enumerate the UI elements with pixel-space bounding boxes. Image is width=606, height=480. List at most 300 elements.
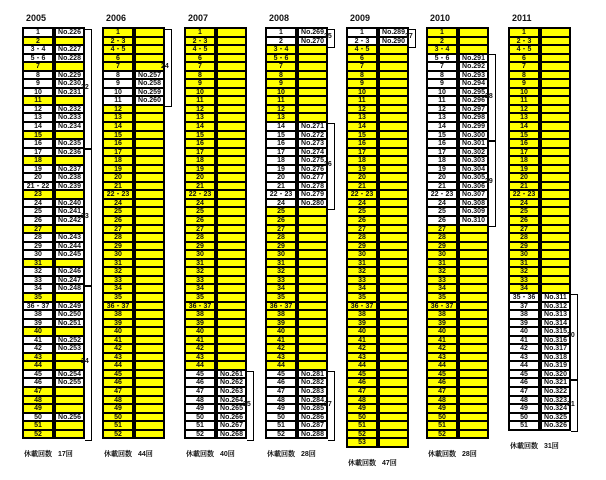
issue-number-cell: 29 xyxy=(509,242,539,251)
chapter-number-cell xyxy=(541,113,570,122)
chapter-number-cell: No.303 xyxy=(459,156,488,165)
chapter-number-cell: No.242 xyxy=(55,216,84,225)
chapter-number-cell: No.293 xyxy=(459,71,488,80)
table-row xyxy=(509,336,570,345)
table-row xyxy=(347,438,408,447)
issue-number-cell: 36・37 xyxy=(347,302,377,311)
table-row xyxy=(347,267,408,276)
table-row xyxy=(103,370,164,379)
issue-number-cell: 8 xyxy=(185,71,215,80)
issue-number-cell: 17 xyxy=(509,148,539,157)
issue-number-cell: 24 xyxy=(266,199,296,208)
chapter-number-cell: No.318 xyxy=(541,353,570,362)
volume-number-label: 24 xyxy=(161,62,169,70)
table-row xyxy=(427,370,488,379)
chapter-number-cell xyxy=(217,139,246,148)
chapter-number-cell: No.238 xyxy=(55,173,84,182)
chapter-number-cell xyxy=(379,105,408,114)
issue-number-cell: 18 xyxy=(266,156,296,165)
table-row xyxy=(509,131,570,140)
chapter-number-cell xyxy=(459,267,488,276)
issue-number-cell: 24 xyxy=(427,199,457,208)
table-row xyxy=(266,276,327,285)
chapter-number-cell xyxy=(135,404,164,413)
table-row xyxy=(509,165,570,174)
issue-table xyxy=(265,27,328,439)
issue-number-cell: 18 xyxy=(185,156,215,165)
chapter-number-cell xyxy=(541,225,570,234)
hiatus-count xyxy=(510,441,565,451)
table-row xyxy=(185,344,246,353)
chapter-number-cell xyxy=(135,182,164,191)
chapter-number-cell xyxy=(298,259,327,268)
issue-number-cell: 31 xyxy=(103,259,133,268)
issue-number-cell: 32 xyxy=(185,267,215,276)
table-row xyxy=(185,54,246,63)
table-row xyxy=(427,327,488,336)
issue-number-cell: 29 xyxy=(347,242,377,251)
chapter-number-cell: No.243 xyxy=(55,233,84,242)
issue-number-cell: 43 xyxy=(103,353,133,362)
year-heading: 2009 xyxy=(350,13,371,23)
table-row xyxy=(23,173,84,182)
table-row xyxy=(266,79,327,88)
table-row xyxy=(23,105,84,114)
chapter-number-cell xyxy=(298,302,327,311)
table-row xyxy=(185,182,246,191)
issue-number-cell: 49 xyxy=(427,404,457,413)
chapter-number-cell xyxy=(459,293,488,302)
table-row xyxy=(103,276,164,285)
issue-number-cell: 34 xyxy=(185,284,215,293)
chapter-number-cell xyxy=(217,156,246,165)
issue-number-cell: 49 xyxy=(185,404,215,413)
chapter-number-cell xyxy=(541,207,570,216)
chapter-number-cell xyxy=(459,319,488,328)
volume-number-label: 27 xyxy=(324,400,332,408)
chapter-number-cell xyxy=(135,319,164,328)
table-row xyxy=(185,207,246,216)
issue-number-cell: 32 xyxy=(266,267,296,276)
issue-number-cell: 35 xyxy=(23,293,53,302)
table-row xyxy=(23,396,84,405)
issue-number-cell: 48 xyxy=(347,396,377,405)
table-row xyxy=(185,361,246,370)
table-row xyxy=(509,413,570,422)
chapter-number-cell xyxy=(298,276,327,285)
chapter-number-cell xyxy=(55,404,84,413)
chapter-number-cell xyxy=(135,259,164,268)
issue-number-cell: 17 xyxy=(347,148,377,157)
chapter-number-cell xyxy=(217,182,246,191)
chapter-number-cell xyxy=(298,344,327,353)
issue-number-cell: 50 xyxy=(23,413,53,422)
issue-number-cell: 28 xyxy=(266,233,296,242)
issue-number-cell: 25 xyxy=(23,207,53,216)
table-row xyxy=(185,233,246,242)
table-row xyxy=(185,250,246,259)
issue-number-cell: 44 xyxy=(266,361,296,370)
table-row xyxy=(427,293,488,302)
table-row xyxy=(509,361,570,370)
issue-number-cell: 19 xyxy=(185,165,215,174)
issue-number-cell: 13 xyxy=(427,113,457,122)
chapter-number-cell xyxy=(379,199,408,208)
chapter-number-cell: No.247 xyxy=(55,276,84,285)
chapter-number-cell xyxy=(135,122,164,131)
issue-number-cell: 31 xyxy=(427,259,457,268)
table-row xyxy=(427,336,488,345)
table-row xyxy=(509,276,570,285)
chapter-number-cell xyxy=(135,207,164,216)
issue-number-cell: 10 xyxy=(347,88,377,97)
table-row xyxy=(266,319,327,328)
issue-number-cell: 15 xyxy=(427,131,457,140)
chapter-number-cell xyxy=(217,190,246,199)
issue-number-cell: 49 xyxy=(347,404,377,413)
issue-number-cell: 26 xyxy=(509,216,539,225)
chapter-number-cell xyxy=(541,45,570,54)
chapter-number-cell xyxy=(459,225,488,234)
table-row xyxy=(509,62,570,71)
table-row xyxy=(103,148,164,157)
table-row xyxy=(347,361,408,370)
issue-number-cell: 15 xyxy=(509,131,539,140)
chapter-number-cell xyxy=(217,71,246,80)
chapter-number-cell: No.248 xyxy=(55,284,84,293)
issue-number-cell: 13 xyxy=(266,113,296,122)
issue-number-cell: 33 xyxy=(103,276,133,285)
issue-number-cell: 27 xyxy=(427,225,457,234)
chapter-number-cell xyxy=(541,54,570,63)
table-row xyxy=(185,284,246,293)
issue-number-cell: 40 xyxy=(185,327,215,336)
chapter-number-cell: No.259 xyxy=(135,88,164,97)
table-row xyxy=(185,276,246,285)
chapter-number-cell: No.307 xyxy=(459,190,488,199)
chapter-number-cell xyxy=(541,105,570,114)
hiatus-count xyxy=(24,449,79,459)
table-row xyxy=(427,310,488,319)
table-row xyxy=(427,225,488,234)
hiatus-count xyxy=(186,449,241,459)
table-row xyxy=(185,122,246,131)
issue-table xyxy=(508,27,571,431)
table-row xyxy=(347,259,408,268)
table-row xyxy=(185,378,246,387)
issue-number-cell: 48 xyxy=(509,396,539,405)
chapter-number-cell xyxy=(135,293,164,302)
chapter-number-cell: No.245 xyxy=(55,250,84,259)
table-row xyxy=(509,173,570,182)
volume-number-label: 29 xyxy=(485,178,493,186)
chapter-number-cell: No.286 xyxy=(298,413,327,422)
issue-number-cell: 12 xyxy=(103,105,133,114)
issue-number-cell: 12 xyxy=(185,105,215,114)
issue-number-cell: 50 xyxy=(347,413,377,422)
chapter-number-cell: No.266 xyxy=(217,413,246,422)
table-row xyxy=(185,387,246,396)
chapter-number-cell: No.299 xyxy=(459,122,488,131)
table-row xyxy=(185,148,246,157)
chapter-number-cell xyxy=(541,148,570,157)
table-row xyxy=(347,199,408,208)
table-row xyxy=(347,173,408,182)
issue-number-cell: 20 xyxy=(185,173,215,182)
chapter-number-cell xyxy=(379,207,408,216)
chapter-number-cell xyxy=(541,79,570,88)
chapter-number-cell xyxy=(541,242,570,251)
table-row xyxy=(23,250,84,259)
chapter-number-cell xyxy=(379,113,408,122)
chapter-number-cell xyxy=(135,344,164,353)
issue-number-cell: 43 xyxy=(185,353,215,362)
table-row xyxy=(347,242,408,251)
table-row xyxy=(23,336,84,345)
chapter-number-cell xyxy=(379,79,408,88)
chapter-number-cell xyxy=(217,267,246,276)
year-heading: 2008 xyxy=(269,13,290,23)
chapter-number-cell xyxy=(541,71,570,80)
table-row xyxy=(266,267,327,276)
chapter-number-cell xyxy=(379,327,408,336)
issue-number-cell: 5・6 xyxy=(427,54,457,63)
chapter-number-cell xyxy=(379,413,408,422)
table-row xyxy=(103,54,164,63)
chapter-number-cell: No.230 xyxy=(55,79,84,88)
issue-number-cell: 40 xyxy=(23,327,53,336)
table-row xyxy=(23,54,84,63)
chapter-number-cell xyxy=(217,344,246,353)
chapter-number-cell: No.322 xyxy=(541,387,570,396)
table-row xyxy=(185,113,246,122)
issue-number-cell: 1 xyxy=(103,28,133,37)
table-row xyxy=(103,122,164,131)
chapter-number-cell xyxy=(135,302,164,311)
table-row xyxy=(509,71,570,80)
table-row xyxy=(347,284,408,293)
issue-number-cell: 39 xyxy=(23,319,53,328)
table-row xyxy=(347,96,408,105)
table-row xyxy=(509,139,570,148)
table-row xyxy=(103,259,164,268)
issue-number-cell: 10 xyxy=(266,88,296,97)
issue-number-cell: 10 xyxy=(103,88,133,97)
issue-number-cell: 42 xyxy=(103,344,133,353)
chapter-number-cell: No.249 xyxy=(55,302,84,311)
issue-number-cell: 2・3 xyxy=(509,37,539,46)
issue-number-cell: 26 xyxy=(266,216,296,225)
chapter-number-cell xyxy=(459,413,488,422)
table-row xyxy=(347,37,408,46)
issue-number-cell: 49 xyxy=(23,404,53,413)
table-row xyxy=(266,71,327,80)
issue-number-cell: 52 xyxy=(266,430,296,439)
chapter-number-cell xyxy=(135,233,164,242)
issue-number-cell: 12 xyxy=(266,105,296,114)
chapter-number-cell: No.285 xyxy=(298,404,327,413)
chapter-number-cell xyxy=(217,310,246,319)
issue-number-cell: 39 xyxy=(266,319,296,328)
chapter-number-cell xyxy=(459,370,488,379)
table-row xyxy=(23,96,84,105)
issue-number-cell: 47 xyxy=(185,387,215,396)
chapter-number-cell xyxy=(217,62,246,71)
table-row xyxy=(23,225,84,234)
issue-number-cell: 31 xyxy=(185,259,215,268)
table-row xyxy=(347,113,408,122)
issue-number-cell: 12 xyxy=(509,105,539,114)
hiatus-count-value: 28回 xyxy=(301,451,316,459)
table-row xyxy=(347,319,408,328)
issue-number-cell: 38 xyxy=(347,310,377,319)
chapter-number-cell xyxy=(379,421,408,430)
issue-number-cell: 33 xyxy=(509,276,539,285)
issue-number-cell: 2 xyxy=(427,37,457,46)
chapter-number-cell xyxy=(459,336,488,345)
issue-number-cell: 38 xyxy=(427,310,457,319)
table-row xyxy=(347,216,408,225)
issue-number-cell: 24 xyxy=(185,199,215,208)
issue-number-cell: 9 xyxy=(347,79,377,88)
issue-number-cell: 24 xyxy=(347,199,377,208)
issue-number-cell: 49 xyxy=(103,404,133,413)
issue-number-cell: 52 xyxy=(347,430,377,439)
table-row xyxy=(509,293,570,302)
volume-number-label: 31 xyxy=(567,400,575,408)
issue-number-cell: 22・23 xyxy=(103,190,133,199)
issue-number-cell: 47 xyxy=(266,387,296,396)
issue-number-cell: 27 xyxy=(185,225,215,234)
table-row xyxy=(103,182,164,191)
chapter-number-cell: No.302 xyxy=(459,148,488,157)
table-row xyxy=(103,165,164,174)
issue-number-cell: 16 xyxy=(266,139,296,148)
table-row xyxy=(266,54,327,63)
issue-number-cell: 38 xyxy=(266,310,296,319)
issue-number-cell: 25 xyxy=(185,207,215,216)
issue-number-cell: 28 xyxy=(427,233,457,242)
chapter-number-cell xyxy=(459,45,488,54)
chapter-number-cell xyxy=(379,88,408,97)
issue-number-cell: 35 xyxy=(347,293,377,302)
issue-number-cell: 38 xyxy=(185,310,215,319)
chapter-number-cell: No.254 xyxy=(55,370,84,379)
table-row xyxy=(509,216,570,225)
table-row xyxy=(23,79,84,88)
table-row xyxy=(103,387,164,396)
chapter-number-cell xyxy=(217,131,246,140)
table-row xyxy=(266,293,327,302)
table-row xyxy=(347,105,408,114)
table-row xyxy=(266,28,327,37)
issue-number-cell: 19 xyxy=(266,165,296,174)
table-row xyxy=(185,327,246,336)
table-row xyxy=(185,353,246,362)
chapter-number-cell xyxy=(541,250,570,259)
table-row xyxy=(103,353,164,362)
issue-number-cell: 44 xyxy=(103,361,133,370)
table-row xyxy=(509,344,570,353)
volume-number-label: 24 xyxy=(81,357,89,365)
issue-number-cell: 44 xyxy=(509,361,539,370)
chapter-number-cell xyxy=(541,173,570,182)
issue-number-cell: 36・37 xyxy=(23,302,53,311)
table-row xyxy=(103,421,164,430)
table-row xyxy=(185,396,246,405)
chapter-number-cell xyxy=(217,259,246,268)
chapter-number-cell xyxy=(541,131,570,140)
chapter-number-cell: No.290 xyxy=(379,37,408,46)
chapter-number-cell xyxy=(135,225,164,234)
table-row xyxy=(185,105,246,114)
table-row xyxy=(185,79,246,88)
issue-number-cell: 20 xyxy=(509,173,539,182)
issue-number-cell: 51 xyxy=(103,421,133,430)
chapter-number-cell xyxy=(135,413,164,422)
chapter-number-cell: No.231 xyxy=(55,88,84,97)
table-row xyxy=(347,148,408,157)
chapter-number-cell xyxy=(135,156,164,165)
chapter-number-cell: No.282 xyxy=(298,378,327,387)
chapter-number-cell xyxy=(459,378,488,387)
chapter-number-cell xyxy=(379,71,408,80)
chapter-number-cell: No.283 xyxy=(298,387,327,396)
table-row xyxy=(103,267,164,276)
issue-number-cell: 40 xyxy=(266,327,296,336)
chapter-number-cell xyxy=(298,96,327,105)
chapter-number-cell: No.251 xyxy=(55,319,84,328)
chapter-number-cell xyxy=(541,62,570,71)
issue-table xyxy=(22,27,85,439)
chapter-number-cell xyxy=(298,79,327,88)
chapter-number-cell xyxy=(217,37,246,46)
table-row xyxy=(509,242,570,251)
issue-number-cell: 13 xyxy=(103,113,133,122)
issue-number-cell: 14 xyxy=(266,122,296,131)
chapter-number-cell: No.234 xyxy=(55,122,84,131)
table-row xyxy=(427,156,488,165)
table-row xyxy=(509,79,570,88)
table-row xyxy=(185,165,246,174)
chapter-number-cell: No.252 xyxy=(55,336,84,345)
chapter-number-cell xyxy=(55,353,84,362)
table-row xyxy=(509,327,570,336)
chapter-number-cell xyxy=(379,259,408,268)
table-row xyxy=(185,370,246,379)
table-row xyxy=(266,242,327,251)
issue-number-cell: 45 xyxy=(427,370,457,379)
table-row xyxy=(103,96,164,105)
chapter-number-cell xyxy=(217,293,246,302)
issue-number-cell: 26 xyxy=(185,216,215,225)
table-row xyxy=(347,139,408,148)
table-row xyxy=(103,156,164,165)
chapter-number-cell xyxy=(135,430,164,439)
chapter-number-cell xyxy=(135,387,164,396)
table-row xyxy=(23,28,84,37)
chapter-number-cell xyxy=(379,353,408,362)
table-row xyxy=(266,327,327,336)
issue-number-cell: 23 xyxy=(23,190,53,199)
chapter-number-cell xyxy=(217,148,246,157)
issue-number-cell: 40 xyxy=(347,327,377,336)
table-row xyxy=(427,302,488,311)
chapter-number-cell: No.269 xyxy=(298,28,327,37)
table-row xyxy=(23,131,84,140)
issue-number-cell: 33 xyxy=(347,276,377,285)
chapter-number-cell xyxy=(298,113,327,122)
